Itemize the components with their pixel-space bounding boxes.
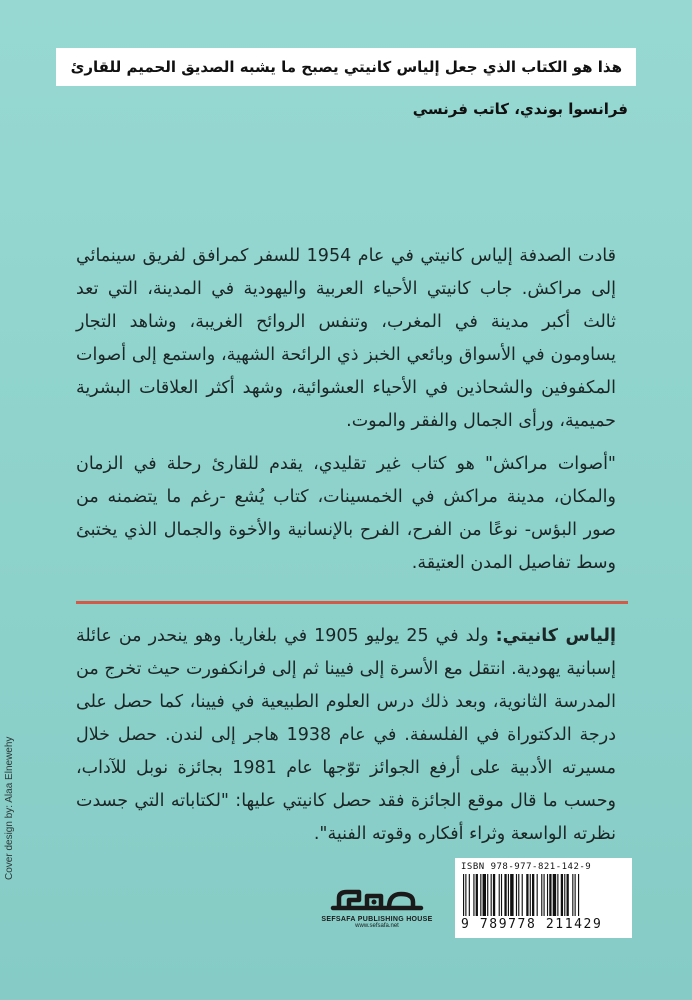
ean-number: 9 789778 211429 xyxy=(461,917,603,932)
barcode-bar xyxy=(493,874,495,916)
barcode-bar xyxy=(544,874,545,916)
description-paragraph-2: "أصوات مراكش" هو كتاب غير تقليدي، يقدم للقارئ رحلة في الزمان والمكان، مدينة مراكش في الخمسينات، كتاب يُشع -رغم ما يتضمنه من صور البؤس- نوعًا من الفرح، الفرح بالإنسانية والأخوة والجمال الذي يختبئ وسط تفاصيل المدن العتيقة. xyxy=(76,454,616,573)
barcode-bar xyxy=(557,874,558,916)
barcode-bar xyxy=(541,874,542,916)
barcode-bar xyxy=(480,874,481,916)
barcode-bar xyxy=(510,874,513,916)
barcode-bar xyxy=(522,874,523,916)
barcode-bar xyxy=(564,874,565,916)
quote-box xyxy=(56,48,636,86)
barcode-bar xyxy=(530,874,531,916)
barcode-bar xyxy=(501,874,502,916)
barcode-bar xyxy=(547,874,548,916)
barcode-bars-icon xyxy=(461,874,626,916)
barcode-bar xyxy=(518,874,519,916)
barcode-bar xyxy=(561,874,563,916)
barcode-bar xyxy=(483,874,486,916)
author-bio-text: ولد في 25 يوليو 1905 في بلغاريا. وهو ينحدر من عائلة إسبانية يهودية. انتقل مع الأسرة إلى فيينا ثم إلى فرانكفورت حيث تخرج من المدرسة الثانوية، وبعد ذلك درس العلوم الطبيعية في فيينا، كما حصل على درجة الدكتوراة في الفلسفة. في عام 1938 هاجر إلى لندن. حصل خلال مسيرته الأدبية على أرفع الجوائز توّجها عام 1981 بجائزة نوبل للآداب، وحسب ما قال موقع الجائزة فقد حصل كانيتي عليها: "لكتاباته التي جسدت نظرته الواسعة وثراء أفكاره وقوته الفنية". xyxy=(76,626,616,844)
barcode-bar xyxy=(526,874,528,916)
quote-text: هذا هو الكتاب الذي جعل إلياس كانيتي يصبح ما يشبه الصديق الحميم للقارئ xyxy=(70,58,622,76)
barcode-bar xyxy=(487,874,488,916)
barcode-bar xyxy=(504,874,506,916)
quote-attribution: فرانسوا بوندي، كاتب فرنسي xyxy=(412,100,628,118)
publisher-name: SEFSAFA PUBLISHING HOUSE xyxy=(321,916,433,923)
barcode-bar xyxy=(516,874,517,916)
author-bio xyxy=(76,620,616,851)
barcode-bar xyxy=(537,874,538,916)
barcode-bar xyxy=(578,874,579,916)
barcode-bar xyxy=(469,874,470,916)
publisher-logo xyxy=(318,888,436,929)
description-paragraph-1: قادت الصدفة إلياس كانيتي في عام 1954 للسفر كمرافق لفريق سينمائي إلى مراكش. جاب كانيتي الأحياء العربية واليهودية في المدينة، التي تعد ثالث أكبر مدينة في المغرب، وتنفس الروائح الغريبة، وشاهد التجار يساومون في الأسواق وبائعي الخبز ذي الرائحة الشهية، واستمع إلى أصوات المكفوفين والشحاذين في الأحياء العشوائية، وشهد أكثر العلاقات البشرية حميمية، ورأى الجمال والفقر والموت. xyxy=(76,246,616,431)
barcode-bar xyxy=(465,874,466,916)
barcode-bar xyxy=(473,874,474,916)
barcode-bar xyxy=(572,874,573,916)
barcode-bar xyxy=(567,874,569,916)
barcode-bar xyxy=(499,874,500,916)
barcode-bar xyxy=(549,874,551,916)
publisher-url: www.sefsafa.net xyxy=(355,923,399,929)
author-name: إلياس كانيتي: xyxy=(495,626,616,646)
barcode-bar xyxy=(575,874,576,916)
isbn-number: ISBN 978-977-821-142-9 xyxy=(461,862,592,872)
barcode-bar xyxy=(476,874,478,916)
barcode-bar xyxy=(508,874,509,916)
barcode-bar xyxy=(463,874,464,916)
section-divider xyxy=(76,601,628,604)
barcode-bar xyxy=(491,874,492,916)
sefsafa-logo-icon xyxy=(329,888,425,914)
barcode-bar xyxy=(553,874,556,916)
cover-design-credit: Cover design by: Alaa Elnewehy xyxy=(4,736,15,880)
isbn-barcode xyxy=(455,858,632,938)
barcode-bar xyxy=(532,874,534,916)
